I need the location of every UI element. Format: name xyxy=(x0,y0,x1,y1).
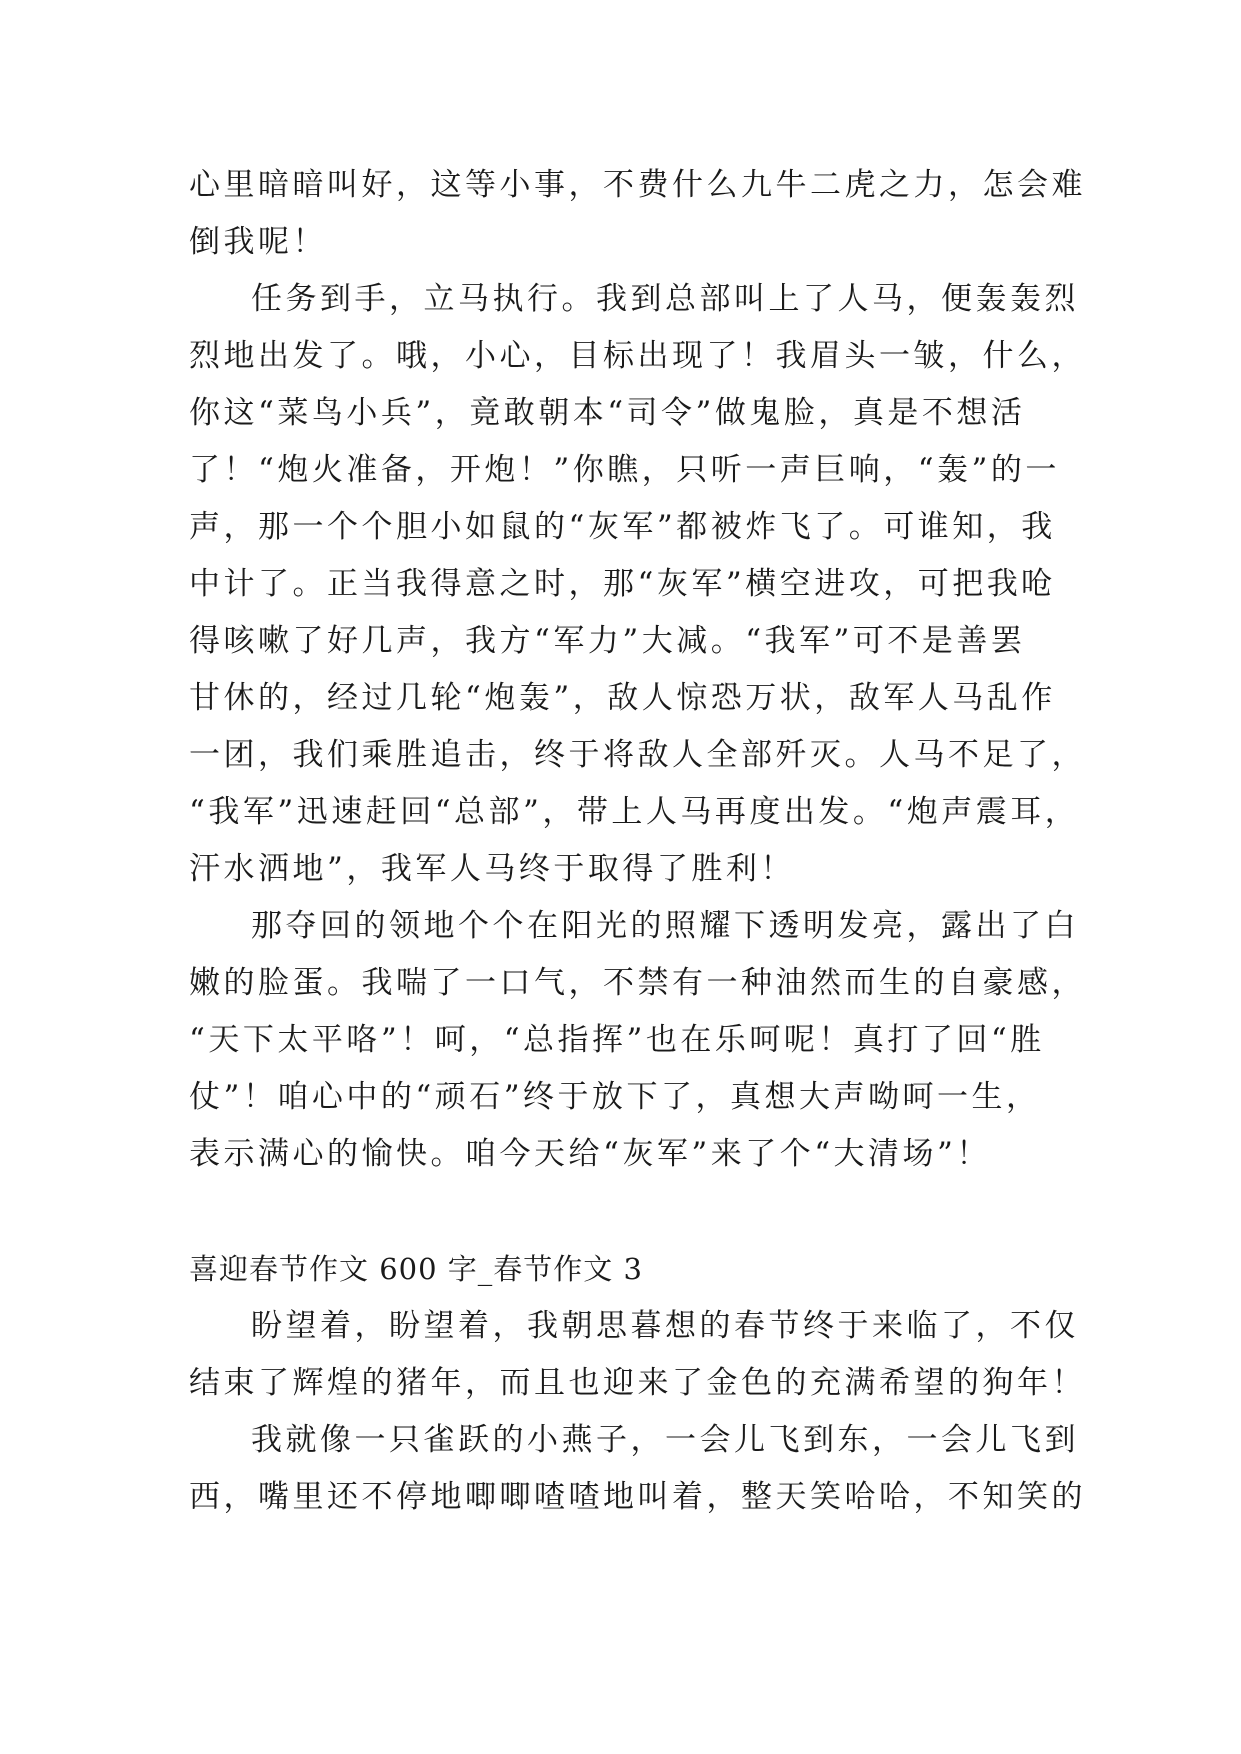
paragraph-line: 我就像一只雀跃的小燕子，一会儿飞到东，一会儿飞到 xyxy=(251,1422,1079,1458)
paragraph-line: 那夺回的领地个个在阳光的照耀下透明发亮，露出了白 xyxy=(251,908,1079,944)
paragraph-line: “我军”迅速赶回“总部”，带上人马再度出发。“炮声震耳， xyxy=(189,794,1080,830)
paragraph-line: 甘休的，经过几轮“炮轰”，敌人惊恐万状，敌军人马乱作 xyxy=(189,680,1056,716)
paragraph-line: 了！“炮火准备，开炮！”你瞧，只听一声巨响，“轰”的一 xyxy=(189,452,1060,488)
paragraph-line: 你这“菜鸟小兵”，竟敢朝本“司令”做鬼脸，真是不想活 xyxy=(189,395,1026,431)
paragraph-line: 倒我呢！ xyxy=(189,224,327,260)
paragraph-line: 表示满心的愉快。咱今天给“灰军”来了个“大清场”！ xyxy=(189,1136,991,1172)
section-heading: 喜迎春节作文 600 字_春节作文 3 xyxy=(189,1252,643,1286)
paragraph-line: 盼望着，盼望着，我朝思暮想的春节终于来临了，不仅 xyxy=(251,1308,1079,1344)
paragraph-line: 心里暗暗叫好，这等小事，不费什么九牛二虎之力，怎会难 xyxy=(189,167,1086,203)
paragraph-line: “天下太平咯”！呵，“总指挥”也在乐呵呢！真打了回“胜 xyxy=(189,1022,1045,1058)
paragraph-line: 结束了辉煌的猪年，而且也迎来了金色的充满希望的狗年！ xyxy=(189,1365,1086,1401)
paragraph-line: 嫩的脸蛋。我喘了一口气，不禁有一种油然而生的自豪感， xyxy=(189,965,1086,1001)
paragraph-line: 任务到手，立马执行。我到总部叫上了人马，便轰轰烈 xyxy=(251,281,1079,317)
paragraph-line: 得咳嗽了好几声，我方“军力”大减。“我军”可不是善罢 xyxy=(189,623,1026,659)
paragraph-line: 一团，我们乘胜追击，终于将敌人全部歼灭。人马不足了， xyxy=(189,737,1086,773)
paragraph-line: 烈地出发了。哦，小心，目标出现了！我眉头一皱，什么， xyxy=(189,338,1086,374)
paragraph-line: 仗”！咱心中的“顽石”终于放下了，真想大声呦呵一生， xyxy=(189,1079,1041,1115)
paragraph-line: 声，那一个个胆小如鼠的“灰军”都被炸飞了。可谁知，我 xyxy=(189,509,1056,545)
paragraph-line: 西，嘴里还不停地唧唧喳喳地叫着，整天笑哈哈，不知笑的 xyxy=(189,1479,1086,1515)
paragraph-line: 汗水洒地”，我军人马终于取得了胜利！ xyxy=(189,851,795,887)
paragraph-line: 中计了。正当我得意之时，那“灰军”横空进攻，可把我呛 xyxy=(189,566,1056,602)
